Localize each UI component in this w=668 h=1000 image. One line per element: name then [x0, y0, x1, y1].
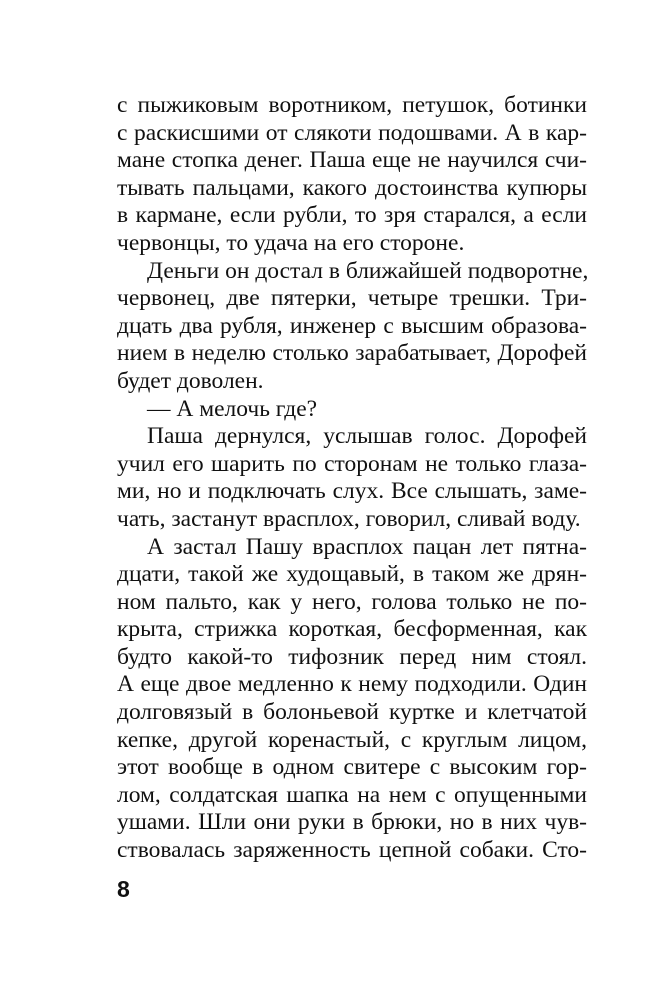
text-line: червонец, две пятерки, четыре трешки. Три-	[117, 285, 587, 312]
text-line: Деньги он достал в ближайшей подворотне,	[147, 257, 589, 284]
text-line: чать, застанут врасплох, говорил, сливай воду.	[117, 505, 581, 532]
paragraph	[117, 423, 587, 533]
text-line: будет доволен.	[117, 367, 264, 394]
paragraph	[117, 92, 587, 258]
text-line: тывать пальцами, какого достоинства купюры	[117, 174, 587, 201]
text-line: с раскисшими от слякоти подошвами. А в кар-	[117, 119, 587, 146]
text-line: ми, но и подключать слух. Все слышать, заме-	[117, 478, 587, 505]
text-line: ушами. Шли они руки в брюки, но в них чув-	[117, 809, 587, 836]
text-line: крыта, стрижка короткая, бесформенная, как	[117, 616, 587, 643]
paragraph	[117, 258, 587, 396]
text-line: ствовалась заряженность цепной собаки. Сто-	[117, 837, 587, 864]
text-line: учил его шарить по сторонам не только глаза-	[117, 450, 587, 477]
page-body-text	[117, 92, 587, 865]
text-line: нием в неделю столько зарабатывает, Дорофей	[117, 340, 587, 367]
text-line: мане стопка денег. Паша еще не научился счи-	[117, 147, 587, 174]
text-line: лом, солдатская шапка на нем с опущенными	[117, 781, 587, 808]
paragraph	[117, 534, 587, 865]
text-line: ном пальто, как у него, голова только не по-	[117, 588, 587, 615]
text-line: — А мелочь где?	[147, 395, 318, 422]
text-line: А застал Пашу врасплох пацан лет пятна-	[147, 533, 587, 560]
page-number: 8	[117, 876, 130, 902]
text-line: долговязый в болоньевой куртке и клетчатой	[117, 699, 587, 726]
paragraph	[117, 396, 587, 424]
text-line: этот вообще в одном свитере с высоким гор-	[117, 754, 587, 781]
text-line: с пыжиковым воротником, петушок, ботинки	[117, 92, 587, 118]
text-line: Паша дернулся, услышав голос. Дорофей	[147, 423, 587, 450]
text-line: А еще двое медленно к нему подходили. Один	[117, 671, 587, 698]
text-line: дцати, такой же худощавый, в таком же дрян-	[117, 561, 587, 588]
text-line: кепке, другой коренастый, с круглым лицом,	[117, 726, 587, 753]
text-line: будто какой-то тифозник перед ним стоял.	[117, 643, 587, 670]
text-line: дцать два рубля, инженер с высшим образова-	[117, 312, 587, 339]
text-line: в кармане, если рубли, то зря старался, а если	[117, 202, 587, 229]
text-line: червонцы, то удача на его стороне.	[117, 229, 465, 256]
